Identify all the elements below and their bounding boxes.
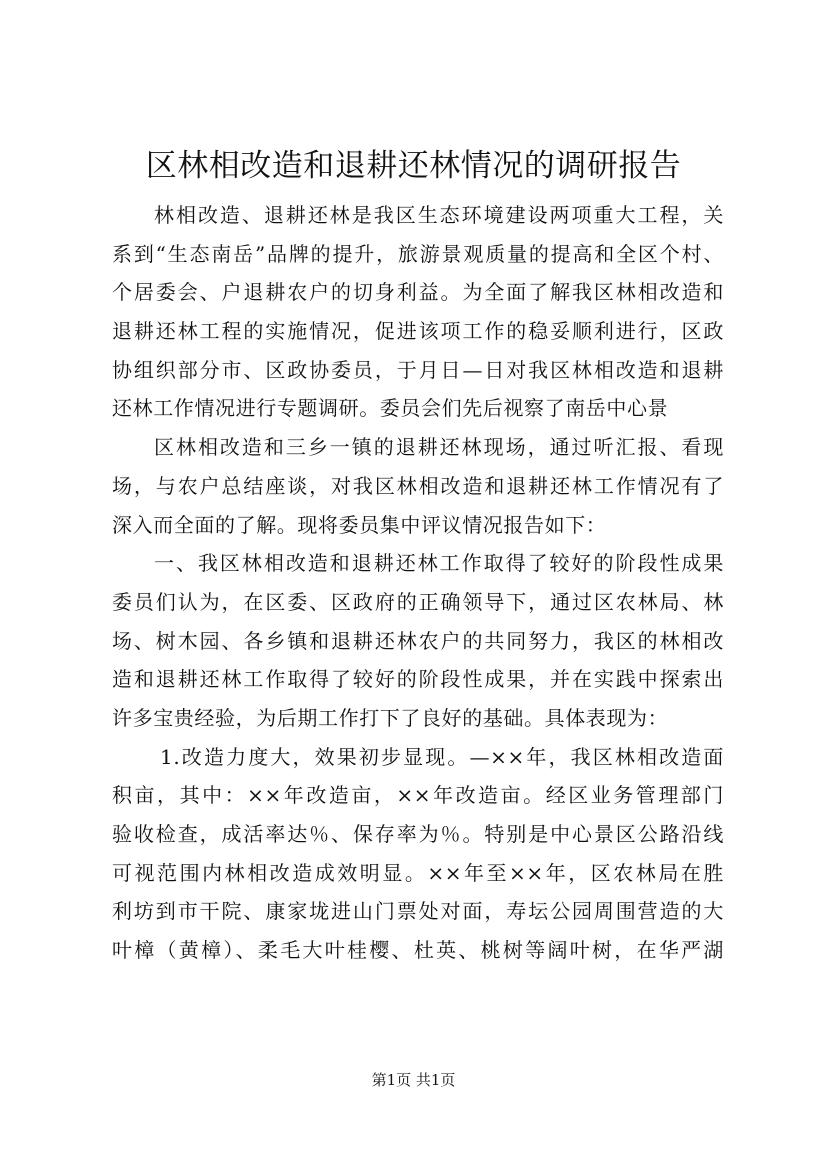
paragraph-line: 验收检查，成活率达％、保存率为％。特别是中心景区公路沿线 [112,822,724,846]
paragraph-line: 许多宝贵经验，为后期工作打下了良好的基础。具体表现为： [112,705,669,730]
paragraph-line: 利坊到市干院、康家垅进山门票处对面，寿坛公园周围营造的大 [112,899,724,924]
paragraph-line: 系到“生态南岳”品牌的提升，旅游景观质量的提高和全区个村、 [112,241,724,266]
paragraph-line: 场，与农户总结座谈，对我区林相改造和退耕还林工作情况有了 [112,473,724,498]
paragraph-line: 退耕还林工程的实施情况，促进该项工作的稳妥顺利进行，区政 [112,319,724,344]
page-footer: 第1页 共1页 [371,1071,456,1089]
paragraph-line: 林相改造、退耕还林是我区生态环境建设两项重大工程，关 [154,203,724,227]
document-body [112,196,724,970]
paragraph-line: 委员们认为，在区委、区政府的正确领导下，通过区农林局、林 [112,589,724,614]
paragraph-line: 可视范围内林相改造成效明显。××年至××年，区农林局在胜 [112,860,724,885]
paragraph-line: 还林工作情况进行专题调研。委员会们先后视察了南岳中心景 [112,396,669,421]
paragraph-line: 积亩，其中：××年改造亩，××年改造亩。经区业务管理部门 [112,783,724,808]
paragraph-line: 造和退耕还林工作取得了较好的阶段性成果，并在实践中探索出 [112,667,724,692]
paragraph-line: 协组织部分市、区政协委员，于月日—日对我区林相改造和退耕 [112,357,724,382]
paragraph-line: 区林相改造和三乡一镇的退耕还林现场，通过听汇报、看现 [154,435,724,460]
section-heading-line: 一、我区林相改造和退耕还林工作取得了较好的阶段性成果 [154,551,724,576]
document-title: 区林相改造和退耕还林情况的调研报告 [145,148,682,184]
paragraph-line: 场、树木园、各乡镇和退耕还林农户的共同努力，我区的林相改 [112,628,724,653]
paragraph-line: 叶樟（黄樟）、柔毛大叶桂樱、杜英、桃树等阔叶树，在华严湖 [112,938,724,963]
paragraph-line: 1.改造力度大，效果初步显现。—××年，我区林相改造面 [160,744,724,769]
paragraph-line: 个居委会、户退耕农户的切身利益。为全面了解我区林相改造和 [112,280,724,305]
paragraph-line: 深入而全面的了解。现将委员集中评议情况报告如下： [112,512,607,537]
